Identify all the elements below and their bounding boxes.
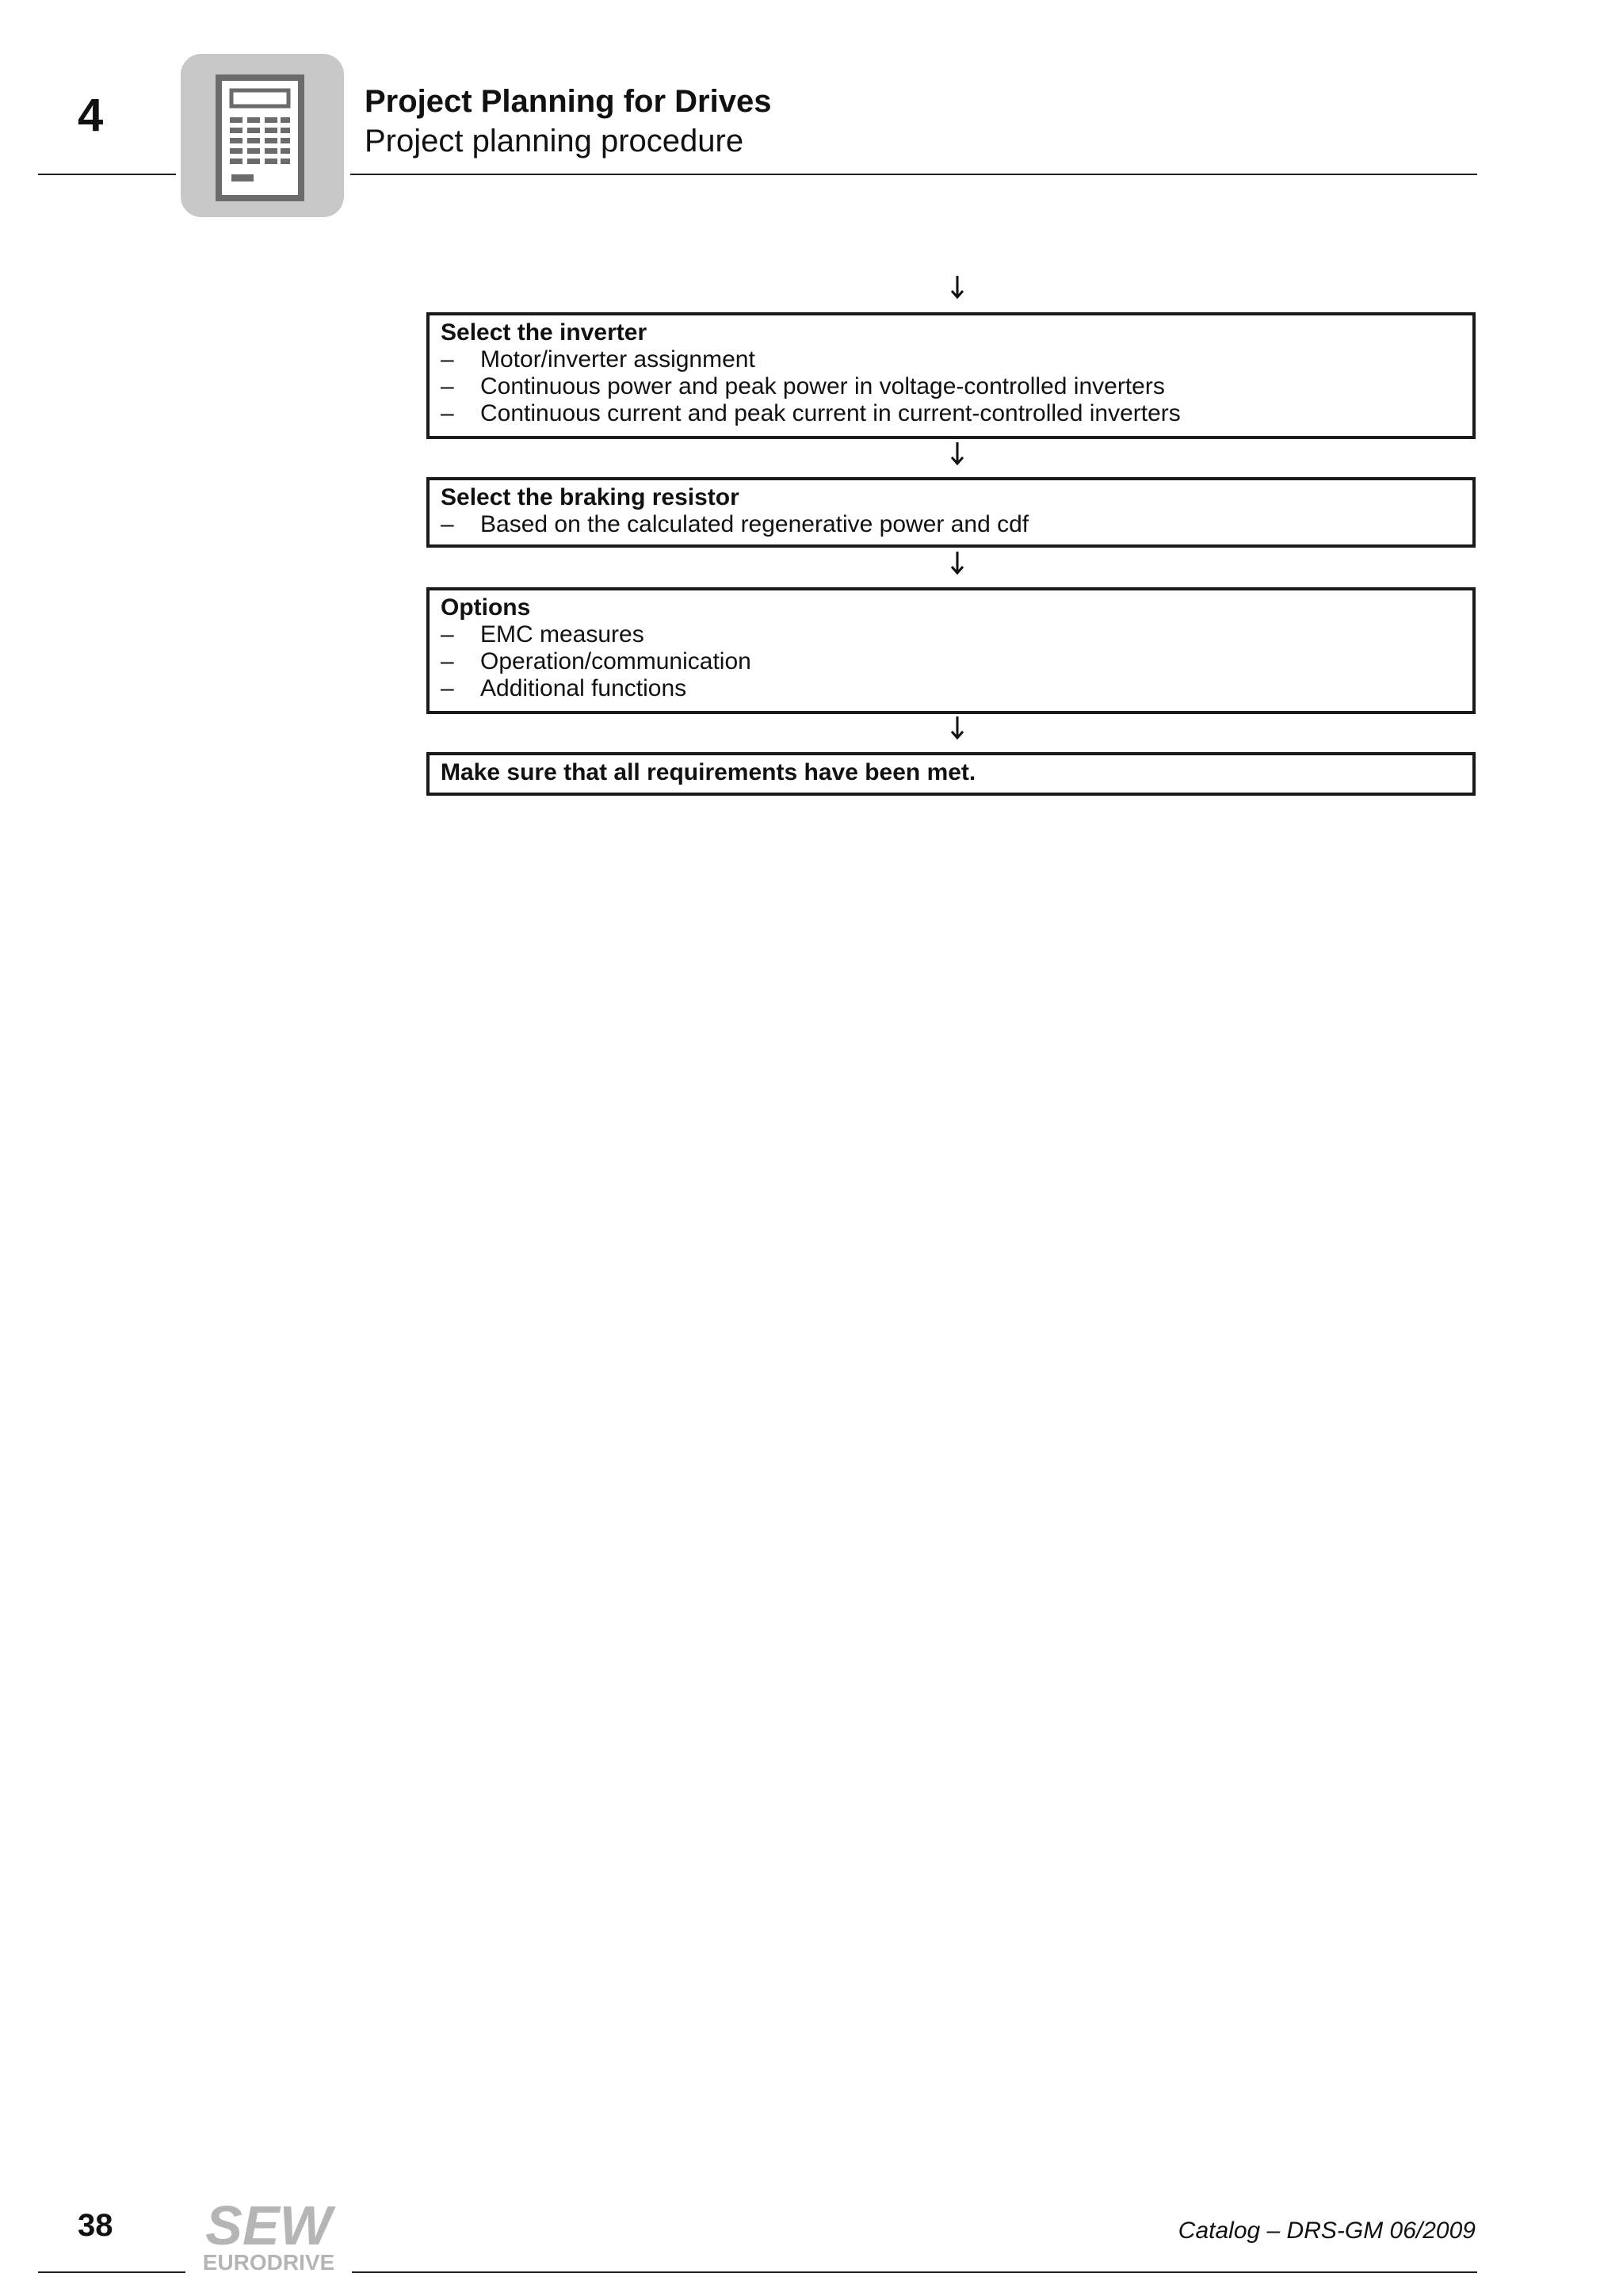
list-item: – Motor/inverter assignment	[441, 346, 755, 372]
step-title: Make sure that all requirements have been met.	[441, 759, 976, 785]
list-item: – Based on the calculated regenerative power and cdf	[441, 511, 1029, 537]
list-item: – Additional functions	[441, 675, 687, 701]
list-item: – Continuous power and peak power in voltage-controlled inverters	[441, 373, 1165, 399]
step-verify-requirements	[426, 752, 1476, 796]
logo-text-eurodrive: EURODRIVE	[202, 2250, 335, 2275]
logo-text-sew: SEW	[205, 2195, 332, 2256]
arrow-down-icon	[948, 715, 967, 740]
arrow-down-icon	[948, 274, 967, 300]
header-rule-left	[38, 174, 176, 175]
arrow-down-icon	[948, 441, 967, 466]
page-number: 38	[78, 2208, 113, 2243]
catalog-reference: Catalog – DRS-GM 06/2009	[1178, 2218, 1476, 2244]
step-title: Select the braking resistor	[441, 484, 739, 510]
calculator-icon	[181, 54, 344, 217]
page-title: Project Planning for Drives	[365, 84, 772, 119]
step-options	[426, 587, 1476, 714]
page-subtitle: Project planning procedure	[365, 124, 744, 159]
sew-eurodrive-logo	[187, 2195, 350, 2275]
step-select-braking-resistor	[426, 477, 1476, 548]
list-item: – EMC measures	[441, 621, 644, 648]
arrow-down-icon	[948, 550, 967, 575]
chapter-icon-tile	[181, 54, 344, 217]
step-title: Select the inverter	[441, 319, 647, 346]
list-item: – Continuous current and peak current in current-controlled inverters	[441, 400, 1181, 426]
footer-rule-left	[38, 2271, 185, 2273]
step-select-inverter	[426, 312, 1476, 439]
step-title: Options	[441, 594, 531, 621]
list-item: – Operation/communication	[441, 648, 751, 674]
header-rule-right	[350, 174, 1477, 175]
chapter-number: 4	[78, 90, 104, 141]
footer-rule-right	[352, 2271, 1477, 2273]
